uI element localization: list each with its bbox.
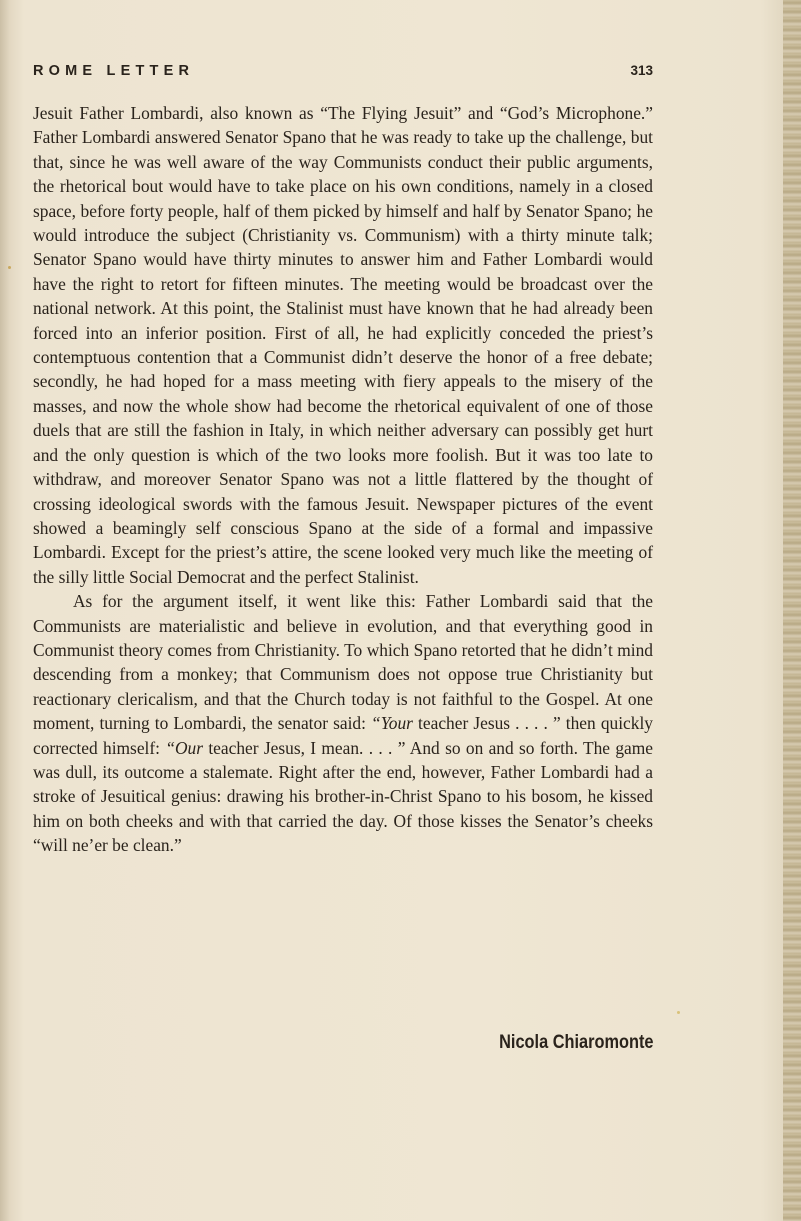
paragraph-1 xyxy=(33,101,653,589)
paper-speck xyxy=(8,266,11,269)
paper-speck xyxy=(677,1011,680,1014)
italic-our: “Our xyxy=(165,737,204,758)
section-title: ROME LETTER xyxy=(33,63,195,79)
paragraph-2-text-b: teacher Jesus . . . . ” then quickly corrected himself: xyxy=(33,713,653,758)
italic-your: “Your xyxy=(371,713,413,734)
paragraph-2-text-a: As for the argument itself, it went like this: Father Lombardi said that the Communists are materialistic and believe in evolution, and that everything good in Communist theory comes from Christianity. To which Spano retorted that he didn’t mind descending from a monkey; that Communism does not oppose true Christianity but reactionary clericalism, and that the Church today is not faithful to the Gospel. At one moment, turning to Lombardi, the senator said: xyxy=(33,591,653,734)
article-body xyxy=(33,101,653,858)
running-header xyxy=(33,63,653,87)
paragraph-2-text-c: teacher Jesus, I mean. . . . ” And so on and so forth. The game was dull, its outcome a stalemate. Right after the end, however, Father Lombardi had a stroke of Jesuitical genius: drawing his brother-in-Christ Spano to his bosom, he kissed him on both cheeks and with that carried the day. Of those kisses the Senator’s cheeks “will ne’er be clean.” xyxy=(33,737,653,856)
page-number: 313 xyxy=(630,63,653,78)
author-signature: Nicola Chiaromonte xyxy=(498,1032,653,1053)
paragraph-2 xyxy=(33,589,653,857)
page-edge xyxy=(783,0,801,1221)
paragraph-1-text: Jesuit Father Lombardi, also known as “The Flying Jesuit” and “God’s Microphone.” Father Lombardi answered Senator Spano that he was ready to take up the challenge, but that, since he was well aware of the way Communists conduct their public arguments, the rhetorical bout would have to take place on his own conditions, namely in a closed space, before forty people, half of them picked by himself and half by Senator Spano; he would introduce the subject (Christianity vs. Communism) with a thirty minute talk; Senator Spano would have thirty minutes to answer him and Father Lombardi would have the right to retort for fifteen minutes. The meeting would be broadcast over the national network. At this point, the Stalinist must have known that he had already been forced into an inferior position. First of all, he had explicitly conceded the priest’s contemptuous contention that a Communist didn’t deserve the honor of a free debate; secondly, he had hoped for a mass meeting with fiery appeals to the misery of the masses, and now the whole show had become the rhetorical equivalent of one of those duels that are still the fashion in Italy, in which neither adversary can possibly get hurt and the only question is which of the two looks more foolish. But it was too late to withdraw, and moreover Senator Spano was not a little flattered by the thought of crossing ideological swords with the famous Jesuit. Newspaper pictures of the event showed a beamingly self conscious Spano at the side of a formal and impassive Lombardi. Except for the priest’s attire, the scene looked very much like the meeting of the silly little Social Democrat and the perfect Stalinist. xyxy=(33,103,653,587)
